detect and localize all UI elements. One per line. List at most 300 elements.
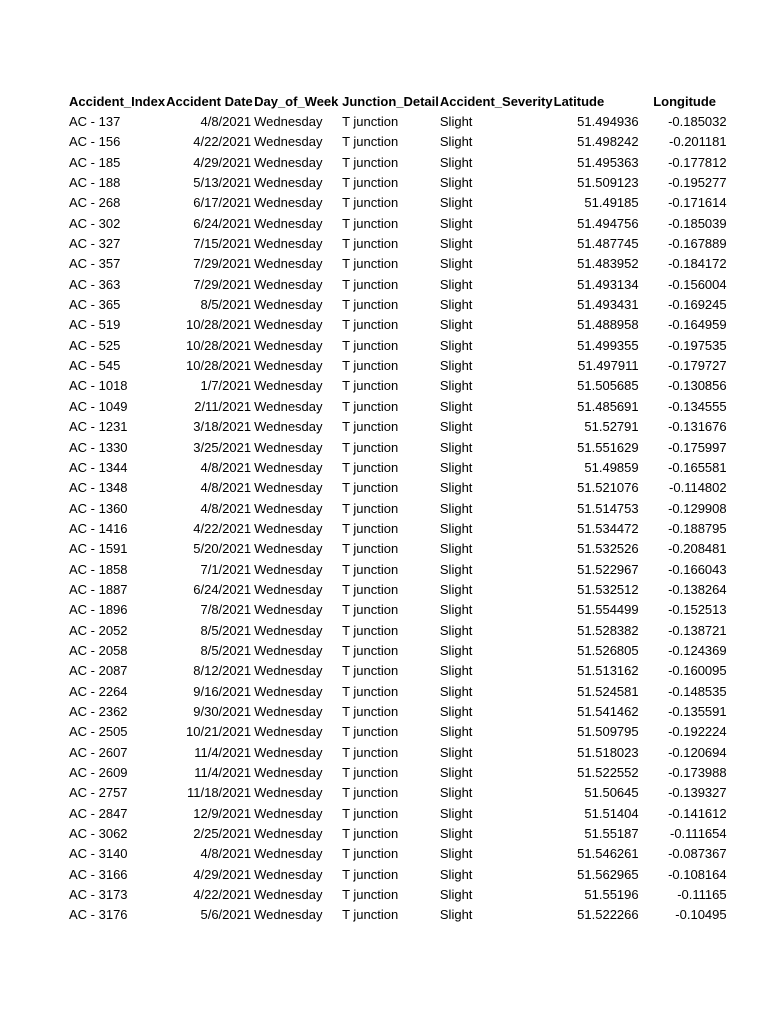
cell-junction-detail[interactable]: T junction <box>342 480 399 496</box>
cell-accident-severity[interactable]: Slight <box>439 419 473 435</box>
cell-accident-date[interactable]: 5/6/2021 <box>200 907 252 923</box>
header-accident-index[interactable]: Accident_Index <box>69 94 166 109</box>
cell-junction-detail[interactable]: T junction <box>342 622 399 638</box>
cell-longitude[interactable]: -0.192224 <box>668 724 727 740</box>
cell-accident-severity[interactable]: Slight <box>439 439 473 455</box>
cell-day-of-week[interactable]: Wednesday <box>254 317 323 333</box>
cell-day-of-week[interactable]: Wednesday <box>254 276 323 292</box>
cell-latitude[interactable]: 51.55187 <box>584 826 639 842</box>
cell-day-of-week[interactable]: Wednesday <box>254 805 323 821</box>
cell-junction-detail[interactable]: T junction <box>342 581 399 597</box>
cell-accident-severity[interactable]: Slight <box>439 663 473 679</box>
cell-junction-detail[interactable]: T junction <box>342 826 399 842</box>
cell-accident-index[interactable]: AC - 268 <box>69 195 121 211</box>
cell-accident-date[interactable]: 10/28/2021 <box>186 317 252 333</box>
cell-longitude[interactable]: -0.138264 <box>668 581 727 597</box>
cell-latitude[interactable]: 51.534472 <box>577 520 639 536</box>
cell-latitude[interactable]: 51.494936 <box>577 114 639 129</box>
cell-day-of-week[interactable]: Wednesday <box>254 439 323 455</box>
cell-latitude[interactable]: 51.494756 <box>577 215 639 231</box>
cell-latitude[interactable]: 51.546261 <box>577 846 639 862</box>
cell-accident-severity[interactable]: Slight <box>439 459 473 475</box>
cell-junction-detail[interactable]: T junction <box>342 459 399 475</box>
cell-junction-detail[interactable]: T junction <box>342 866 399 882</box>
cell-accident-severity[interactable]: Slight <box>439 154 473 170</box>
cell-junction-detail[interactable]: T junction <box>342 215 399 231</box>
cell-junction-detail[interactable]: T junction <box>342 602 399 618</box>
cell-longitude[interactable]: -0.166043 <box>668 561 727 577</box>
cell-accident-date[interactable]: 7/1/2021 <box>200 561 252 577</box>
cell-longitude[interactable]: -0.173988 <box>668 765 727 780</box>
cell-day-of-week[interactable]: Wednesday <box>254 114 323 129</box>
cell-accident-severity[interactable]: Slight <box>439 744 473 760</box>
cell-accident-date[interactable]: 9/30/2021 <box>193 703 252 719</box>
cell-accident-severity[interactable]: Slight <box>439 520 473 536</box>
cell-junction-detail[interactable]: T junction <box>342 520 399 536</box>
cell-day-of-week[interactable]: Wednesday <box>254 907 323 923</box>
cell-accident-severity[interactable]: Slight <box>439 724 473 740</box>
cell-accident-index[interactable]: AC - 363 <box>69 276 121 292</box>
cell-latitude[interactable]: 51.524581 <box>577 683 639 699</box>
table-row <box>68 580 729 600</box>
cell-accident-severity[interactable]: Slight <box>439 561 473 577</box>
cell-accident-date[interactable]: 10/21/2021 <box>186 724 252 740</box>
cell-junction-detail[interactable]: T junction <box>342 663 399 679</box>
cell-day-of-week[interactable]: Wednesday <box>254 703 323 719</box>
cell-accident-severity[interactable]: Slight <box>439 785 473 801</box>
cell-day-of-week[interactable]: Wednesday <box>254 581 323 597</box>
cell-longitude[interactable]: -0.164959 <box>668 317 727 333</box>
cell-accident-index[interactable]: AC - 545 <box>69 358 121 374</box>
cell-latitude[interactable]: 51.532512 <box>577 581 639 597</box>
cell-day-of-week[interactable]: Wednesday <box>254 459 323 475</box>
cell-longitude[interactable]: -0.179727 <box>668 358 727 374</box>
cell-junction-detail[interactable]: T junction <box>342 765 399 780</box>
cell-junction-detail[interactable]: T junction <box>342 256 399 272</box>
cell-longitude[interactable]: -0.152513 <box>668 602 727 618</box>
cell-accident-index[interactable]: AC - 2757 <box>69 785 128 801</box>
cell-longitude[interactable]: -0.138721 <box>668 622 727 638</box>
cell-day-of-week[interactable]: Wednesday <box>254 663 323 679</box>
cell-latitude[interactable]: 51.522266 <box>577 907 639 923</box>
cell-accident-index[interactable]: AC - 1231 <box>69 419 128 435</box>
cell-day-of-week[interactable]: Wednesday <box>254 744 323 760</box>
cell-junction-detail[interactable]: T junction <box>342 907 399 923</box>
cell-latitude[interactable]: 51.551629 <box>577 439 639 455</box>
cell-accident-severity[interactable]: Slight <box>439 581 473 597</box>
cell-accident-severity[interactable]: Slight <box>439 907 473 923</box>
cell-accident-severity[interactable]: Slight <box>439 703 473 719</box>
cell-accident-index[interactable]: AC - 2847 <box>69 805 128 821</box>
cell-accident-date[interactable]: 8/5/2021 <box>200 297 252 313</box>
cell-latitude[interactable]: 51.513162 <box>577 663 639 679</box>
cell-accident-severity[interactable]: Slight <box>439 866 473 882</box>
header-accident-date[interactable]: Accident Date <box>166 94 253 109</box>
cell-accident-index[interactable]: AC - 1360 <box>69 500 128 516</box>
cell-day-of-week[interactable]: Wednesday <box>254 358 323 374</box>
cell-accident-date[interactable]: 5/20/2021 <box>193 541 252 557</box>
cell-longitude[interactable]: -0.124369 <box>668 642 727 658</box>
cell-accident-severity[interactable]: Slight <box>439 378 473 394</box>
cell-day-of-week[interactable]: Wednesday <box>254 887 323 903</box>
cell-day-of-week[interactable]: Wednesday <box>254 642 323 658</box>
cell-day-of-week[interactable]: Wednesday <box>254 256 323 272</box>
cell-accident-date[interactable]: 6/24/2021 <box>193 581 252 597</box>
cell-accident-date[interactable]: 3/18/2021 <box>193 419 252 435</box>
cell-junction-detail[interactable]: T junction <box>342 642 399 658</box>
cell-longitude[interactable]: -0.10495 <box>675 907 727 923</box>
cell-latitude[interactable]: 51.497911 <box>578 358 639 374</box>
cell-junction-detail[interactable]: T junction <box>342 358 399 374</box>
cell-accident-date[interactable]: 8/12/2021 <box>193 663 252 679</box>
table-row <box>68 234 729 254</box>
cell-longitude[interactable]: -0.185032 <box>668 114 727 129</box>
cell-accident-index[interactable]: AC - 302 <box>69 215 121 231</box>
cell-longitude[interactable]: -0.114802 <box>669 480 727 496</box>
cell-accident-date[interactable]: 1/7/2021 <box>200 378 252 394</box>
cell-accident-severity[interactable]: Slight <box>439 805 473 821</box>
table-row <box>68 356 729 376</box>
cell-latitude[interactable]: 51.493134 <box>577 276 639 292</box>
cell-junction-detail[interactable]: T junction <box>342 398 399 414</box>
table-row <box>68 295 729 315</box>
cell-junction-detail[interactable]: T junction <box>342 134 399 150</box>
cell-accident-date[interactable]: 4/29/2021 <box>193 866 252 882</box>
cell-day-of-week[interactable]: Wednesday <box>254 724 323 740</box>
cell-accident-severity[interactable]: Slight <box>439 134 473 150</box>
header-day-of-week[interactable]: Day_of_Week <box>254 94 339 109</box>
cell-junction-detail[interactable]: T junction <box>342 744 399 760</box>
cell-accident-severity[interactable]: Slight <box>439 337 473 353</box>
cell-longitude[interactable]: -0.134555 <box>668 398 727 414</box>
cell-accident-index[interactable]: AC - 2609 <box>69 765 128 780</box>
cell-accident-severity[interactable]: Slight <box>439 622 473 638</box>
cell-accident-index[interactable]: AC - 1018 <box>69 378 128 394</box>
cell-day-of-week[interactable]: Wednesday <box>254 195 323 211</box>
cell-junction-detail[interactable]: T junction <box>342 439 399 455</box>
cell-accident-date[interactable]: 7/29/2021 <box>193 276 252 292</box>
cell-day-of-week[interactable]: Wednesday <box>254 622 323 638</box>
cell-accident-index[interactable]: AC - 1858 <box>69 561 128 577</box>
cell-latitude[interactable]: 51.528382 <box>577 622 639 638</box>
cell-accident-date[interactable]: 11/4/2021 <box>194 765 252 780</box>
cell-longitude[interactable]: -0.208481 <box>668 541 727 557</box>
cell-accident-severity[interactable]: Slight <box>439 826 473 842</box>
cell-accident-date[interactable]: 4/22/2021 <box>193 887 252 903</box>
table-row <box>68 865 729 885</box>
cell-accident-index[interactable]: AC - 1416 <box>69 520 128 536</box>
cell-longitude[interactable]: -0.139327 <box>668 785 727 801</box>
cell-longitude[interactable]: -0.156004 <box>668 276 727 292</box>
cell-accident-index[interactable]: AC - 519 <box>69 317 121 333</box>
cell-latitude[interactable]: 51.498242 <box>577 134 639 150</box>
cell-accident-date[interactable]: 6/24/2021 <box>193 215 252 231</box>
cell-accident-severity[interactable]: Slight <box>439 500 473 516</box>
table-row <box>68 254 729 274</box>
cell-accident-index[interactable]: AC - 1896 <box>69 602 128 618</box>
cell-longitude[interactable]: -0.171614 <box>668 195 727 211</box>
cell-latitude[interactable]: 51.522552 <box>577 765 639 780</box>
cell-day-of-week[interactable]: Wednesday <box>254 419 323 435</box>
cell-accident-severity[interactable]: Slight <box>439 256 473 272</box>
cell-accident-index[interactable]: AC - 1348 <box>69 480 128 496</box>
cell-day-of-week[interactable]: Wednesday <box>254 866 323 882</box>
cell-junction-detail[interactable]: T junction <box>342 175 399 191</box>
cell-junction-detail[interactable]: T junction <box>342 541 399 557</box>
cell-accident-date[interactable]: 10/28/2021 <box>186 358 252 374</box>
cell-accident-severity[interactable]: Slight <box>439 175 473 191</box>
cell-junction-detail[interactable]: T junction <box>342 276 399 292</box>
cell-longitude[interactable]: -0.129908 <box>668 500 727 516</box>
cell-latitude[interactable]: 51.49185 <box>584 195 639 211</box>
cell-day-of-week[interactable]: Wednesday <box>254 175 323 191</box>
cell-latitude[interactable]: 51.488958 <box>577 317 639 333</box>
cell-day-of-week[interactable]: Wednesday <box>254 785 323 801</box>
cell-accident-index[interactable]: AC - 2264 <box>69 683 128 699</box>
cell-longitude[interactable]: -0.167889 <box>668 236 727 252</box>
cell-junction-detail[interactable]: T junction <box>342 297 399 313</box>
cell-accident-date[interactable]: 11/18/2021 <box>186 785 252 801</box>
cell-junction-detail[interactable]: T junction <box>342 724 399 740</box>
cell-latitude[interactable]: 51.562965 <box>577 866 639 882</box>
cell-accident-severity[interactable]: Slight <box>439 215 473 231</box>
cell-accident-date[interactable]: 7/29/2021 <box>193 256 252 272</box>
cell-longitude[interactable]: -0.11165 <box>677 887 727 903</box>
cell-latitude[interactable]: 51.554499 <box>577 602 639 618</box>
cell-day-of-week[interactable]: Wednesday <box>254 846 323 862</box>
cell-accident-index[interactable]: AC - 2058 <box>69 642 128 658</box>
cell-day-of-week[interactable]: Wednesday <box>254 683 323 699</box>
cell-latitude[interactable]: 51.499355 <box>577 337 639 353</box>
cell-accident-severity[interactable]: Slight <box>439 765 473 780</box>
cell-latitude[interactable]: 51.541462 <box>577 703 639 719</box>
cell-accident-date[interactable]: 4/8/2021 <box>200 846 252 862</box>
cell-junction-detail[interactable]: T junction <box>342 500 399 516</box>
cell-accident-severity[interactable]: Slight <box>439 358 473 374</box>
cell-accident-index[interactable]: AC - 1049 <box>69 398 128 414</box>
cell-accident-severity[interactable]: Slight <box>439 276 473 292</box>
cell-longitude[interactable]: -0.108164 <box>668 866 727 882</box>
cell-accident-severity[interactable]: Slight <box>439 846 473 862</box>
cell-accident-severity[interactable]: Slight <box>439 602 473 618</box>
cell-accident-severity[interactable]: Slight <box>439 236 473 252</box>
cell-accident-index[interactable]: AC - 327 <box>69 236 121 252</box>
cell-latitude[interactable]: 51.493431 <box>577 297 639 313</box>
cell-day-of-week[interactable]: Wednesday <box>254 541 323 557</box>
cell-accident-index[interactable]: AC - 2607 <box>69 744 128 760</box>
cell-latitude[interactable]: 51.518023 <box>577 744 639 760</box>
cell-latitude[interactable]: 51.49859 <box>584 459 639 475</box>
cell-accident-index[interactable]: AC - 2362 <box>69 703 128 719</box>
cell-latitude[interactable]: 51.509123 <box>577 175 639 191</box>
cell-accident-index[interactable]: AC - 137 <box>69 114 121 129</box>
cell-latitude[interactable]: 51.487745 <box>577 236 639 252</box>
table-row <box>68 621 729 641</box>
cell-accident-index[interactable]: AC - 365 <box>69 297 121 313</box>
cell-accident-index[interactable]: AC - 3173 <box>69 887 128 903</box>
cell-accident-date[interactable]: 4/8/2021 <box>200 480 252 496</box>
cell-longitude[interactable]: -0.111654 <box>670 826 727 842</box>
header-longitude[interactable]: Longitude <box>653 94 717 109</box>
cell-accident-severity[interactable]: Slight <box>439 114 473 129</box>
cell-accident-date[interactable]: 9/16/2021 <box>193 683 252 699</box>
cell-longitude[interactable]: -0.177812 <box>668 154 727 170</box>
cell-junction-detail[interactable]: T junction <box>342 195 399 211</box>
cell-accident-date[interactable]: 12/9/2021 <box>193 805 252 821</box>
cell-latitude[interactable]: 51.522967 <box>577 561 639 577</box>
cell-latitude[interactable]: 51.483952 <box>577 256 639 272</box>
cell-accident-date[interactable]: 10/28/2021 <box>186 337 252 353</box>
table-row <box>68 397 729 417</box>
cell-latitude[interactable]: 51.52791 <box>584 419 639 435</box>
cell-accident-index[interactable]: AC - 3176 <box>69 907 128 923</box>
cell-accident-index[interactable]: AC - 1330 <box>69 439 128 455</box>
cell-accident-index[interactable]: AC - 3166 <box>69 866 128 882</box>
table-row <box>68 173 729 193</box>
cell-longitude[interactable]: -0.169245 <box>668 297 727 313</box>
cell-longitude[interactable]: -0.120694 <box>668 744 727 760</box>
cell-accident-index[interactable]: AC - 185 <box>69 154 121 170</box>
table-body <box>68 112 729 926</box>
cell-day-of-week[interactable]: Wednesday <box>254 602 323 618</box>
cell-accident-index[interactable]: AC - 525 <box>69 337 121 353</box>
cell-junction-detail[interactable]: T junction <box>342 683 399 699</box>
cell-day-of-week[interactable]: Wednesday <box>254 480 323 496</box>
cell-accident-date[interactable]: 11/4/2021 <box>194 744 252 760</box>
cell-day-of-week[interactable]: Wednesday <box>254 561 323 577</box>
cell-junction-detail[interactable]: T junction <box>342 154 399 170</box>
cell-latitude[interactable]: 51.55196 <box>584 887 639 903</box>
cell-accident-severity[interactable]: Slight <box>439 398 473 414</box>
cell-longitude[interactable]: -0.130856 <box>668 378 727 394</box>
cell-latitude[interactable]: 51.50645 <box>584 785 639 801</box>
cell-accident-severity[interactable]: Slight <box>439 887 473 903</box>
cell-day-of-week[interactable]: Wednesday <box>254 134 323 150</box>
cell-accident-index[interactable]: AC - 1887 <box>69 581 128 597</box>
cell-longitude[interactable]: -0.195277 <box>668 175 727 191</box>
cell-accident-date[interactable]: 4/29/2021 <box>193 154 252 170</box>
cell-longitude[interactable]: -0.148535 <box>668 683 727 699</box>
cell-day-of-week[interactable]: Wednesday <box>254 297 323 313</box>
cell-latitude[interactable]: 51.521076 <box>577 480 639 496</box>
cell-junction-detail[interactable]: T junction <box>342 378 399 394</box>
cell-latitude[interactable]: 51.505685 <box>577 378 639 394</box>
cell-day-of-week[interactable]: Wednesday <box>254 236 323 252</box>
cell-junction-detail[interactable]: T junction <box>342 419 399 435</box>
cell-accident-date[interactable]: 2/11/2021 <box>194 398 252 414</box>
cell-junction-detail[interactable]: T junction <box>342 846 399 862</box>
cell-day-of-week[interactable]: Wednesday <box>254 378 323 394</box>
cell-accident-index[interactable]: AC - 357 <box>69 256 121 272</box>
cell-day-of-week[interactable]: Wednesday <box>254 337 323 353</box>
header-junction-detail[interactable]: Junction_Detail <box>342 94 439 109</box>
cell-latitude[interactable]: 51.51404 <box>584 805 639 821</box>
cell-longitude[interactable]: -0.131676 <box>668 419 727 435</box>
cell-accident-date[interactable]: 7/15/2021 <box>193 236 252 252</box>
cell-accident-severity[interactable]: Slight <box>439 642 473 658</box>
cell-longitude[interactable]: -0.185039 <box>668 215 727 231</box>
cell-latitude[interactable]: 51.509795 <box>577 724 639 740</box>
cell-longitude[interactable]: -0.197535 <box>668 337 727 353</box>
cell-accident-index[interactable]: AC - 3062 <box>69 826 128 842</box>
cell-accident-index[interactable]: AC - 1591 <box>69 541 128 557</box>
cell-longitude[interactable]: -0.087367 <box>668 846 727 862</box>
cell-day-of-week[interactable]: Wednesday <box>254 215 323 231</box>
cell-junction-detail[interactable]: T junction <box>342 887 399 903</box>
cell-latitude[interactable]: 51.495363 <box>577 154 639 170</box>
cell-longitude[interactable]: -0.135591 <box>668 703 727 719</box>
cell-longitude[interactable]: -0.141612 <box>668 805 727 821</box>
cell-latitude[interactable]: 51.532526 <box>577 541 639 557</box>
cell-accident-severity[interactable]: Slight <box>439 297 473 313</box>
cell-accident-date[interactable]: 4/22/2021 <box>193 520 252 536</box>
cell-junction-detail[interactable]: T junction <box>342 114 399 129</box>
table-row <box>68 804 729 824</box>
cell-longitude[interactable]: -0.160095 <box>668 663 727 679</box>
cell-accident-index[interactable]: AC - 3140 <box>69 846 128 862</box>
cell-accident-index[interactable]: AC - 188 <box>69 175 121 191</box>
cell-junction-detail[interactable]: T junction <box>342 805 399 821</box>
cell-accident-severity[interactable]: Slight <box>439 480 473 496</box>
cell-longitude[interactable]: -0.201181 <box>669 134 727 150</box>
cell-junction-detail[interactable]: T junction <box>342 703 399 719</box>
cell-latitude[interactable]: 51.526805 <box>577 642 639 658</box>
cell-latitude[interactable]: 51.514753 <box>577 500 639 516</box>
cell-accident-index[interactable]: AC - 156 <box>69 134 121 150</box>
cell-accident-severity[interactable]: Slight <box>439 683 473 699</box>
header-latitude[interactable]: Latitude <box>553 94 605 109</box>
table-row <box>68 641 729 661</box>
cell-accident-date[interactable]: 4/8/2021 <box>200 459 252 475</box>
cell-accident-date[interactable]: 4/8/2021 <box>200 114 252 129</box>
cell-accident-index[interactable]: AC - 2505 <box>69 724 128 740</box>
cell-accident-date[interactable]: 4/8/2021 <box>200 500 252 516</box>
cell-accident-index[interactable]: AC - 2087 <box>69 663 128 679</box>
cell-junction-detail[interactable]: T junction <box>342 337 399 353</box>
cell-accident-severity[interactable]: Slight <box>439 317 473 333</box>
cell-accident-date[interactable]: 6/17/2021 <box>193 195 252 211</box>
cell-junction-detail[interactable]: T junction <box>342 785 399 801</box>
cell-longitude[interactable]: -0.175997 <box>668 439 727 455</box>
cell-accident-date[interactable]: 4/22/2021 <box>193 134 252 150</box>
cell-day-of-week[interactable]: Wednesday <box>254 398 323 414</box>
cell-junction-detail[interactable]: T junction <box>342 236 399 252</box>
cell-day-of-week[interactable]: Wednesday <box>254 520 323 536</box>
cell-longitude[interactable]: -0.188795 <box>668 520 727 536</box>
cell-accident-date[interactable]: 2/25/2021 <box>193 826 252 842</box>
cell-accident-index[interactable]: AC - 2052 <box>69 622 128 638</box>
cell-junction-detail[interactable]: T junction <box>342 317 399 333</box>
cell-longitude[interactable]: -0.184172 <box>668 256 727 272</box>
cell-accident-severity[interactable]: Slight <box>439 195 473 211</box>
cell-day-of-week[interactable]: Wednesday <box>254 765 323 780</box>
cell-day-of-week[interactable]: Wednesday <box>254 826 323 842</box>
cell-accident-index[interactable]: AC - 1344 <box>69 459 128 475</box>
cell-longitude[interactable]: -0.165581 <box>668 459 727 475</box>
cell-accident-date[interactable]: 7/8/2021 <box>200 602 252 618</box>
cell-accident-date[interactable]: 8/5/2021 <box>200 622 252 638</box>
cell-accident-date[interactable]: 3/25/2021 <box>193 439 252 455</box>
cell-accident-severity[interactable]: Slight <box>439 541 473 557</box>
cell-day-of-week[interactable]: Wednesday <box>254 500 323 516</box>
cell-accident-date[interactable]: 5/13/2021 <box>193 175 252 191</box>
header-accident-severity[interactable]: Accident_Severity <box>439 94 553 109</box>
cell-accident-date[interactable]: 8/5/2021 <box>200 642 252 658</box>
cell-latitude[interactable]: 51.485691 <box>577 398 639 414</box>
table-row <box>68 722 729 742</box>
cell-day-of-week[interactable]: Wednesday <box>254 154 323 170</box>
cell-junction-detail[interactable]: T junction <box>342 561 399 577</box>
